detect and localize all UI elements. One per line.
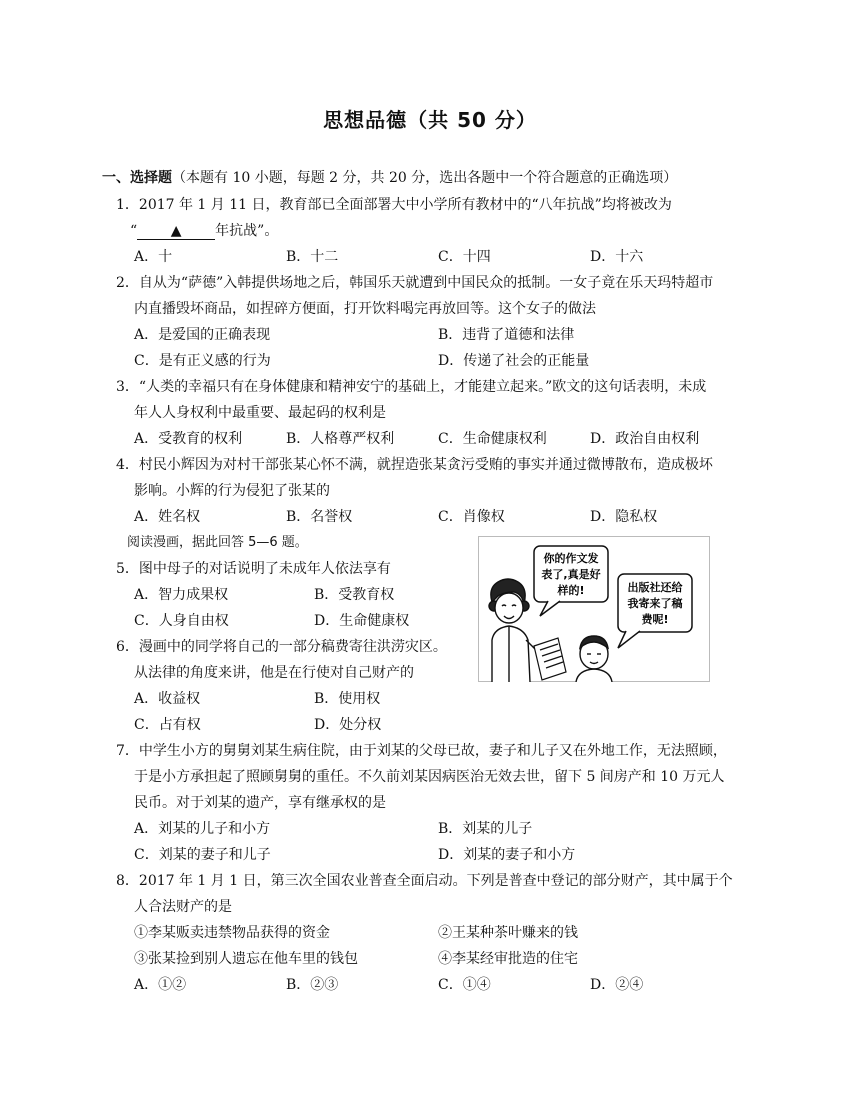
question-5-option-b: B．受教育权 (314, 587, 395, 603)
son-bubble-line-1: 出版社还给 (627, 581, 683, 594)
question-4-option-d: D．隐私权 (590, 509, 658, 525)
question-2-option-a: A．是爱国的正确表现 (134, 327, 271, 343)
question-4-text-1: 4．村民小辉因为对村干部张某心怀不满，就捏造张某贪污受贿的事实并通过微博散布，造成极坏 (116, 457, 713, 473)
question-3-option-a: A．受教育的权利 (134, 431, 243, 447)
comic-instruction: 阅读漫画，据此回答 5—6 题。 (127, 535, 308, 550)
question-8-text-2: 人合法财产的是 (134, 899, 232, 915)
question-7-text-3: 民币。对于刘某的遗产，享有继承权的是 (134, 795, 386, 811)
question-6-text-1: 6．漫画中的同学将自己的一部分稿费寄往洪涝灾区。 (116, 639, 447, 655)
question-6-option-c: C．占有权 (134, 717, 201, 733)
question-2-text-1: 2．自从为“萨德”入韩提供场地之后，韩国乐天就遭到中国民众的抵制。一女子竟在乐天玛特超市 (116, 275, 714, 291)
mother-bubble-line-1: 你的作文发 (543, 552, 599, 565)
son-bubble-line-3: 费呢! (641, 613, 669, 626)
son-figure (576, 636, 612, 682)
mother-bubble-line-3: 样的! (557, 584, 585, 597)
question-5-text: 5．图中母子的对话说明了未成年人依法享有 (116, 561, 391, 577)
section-heading (102, 168, 677, 188)
question-3-text-1: 3．“人类的幸福只有在身体健康和精神安宁的基础上，才能建立起来。”欧文的这句话表明，未成 (116, 379, 707, 395)
question-1-blank: ▲ (137, 223, 215, 240)
question-8-item-4: ④李某经审批造的住宅 (438, 951, 578, 967)
question-6-text-2: 从法律的角度来讲，他是在行使对自己财产的 (134, 665, 414, 681)
question-7-text-1: 7．中学生小方的舅舅刘某生病住院，由于刘某的父母已故，妻子和儿子又在外地工作，无法照顾， (116, 743, 727, 759)
question-8-option-c: C．①④ (438, 977, 491, 993)
question-4-text-2: 影响。小辉的行为侵犯了张某的 (134, 483, 330, 499)
question-1-option-c: C．十四 (438, 249, 491, 265)
question-3-text-2: 年人人身权利中最重要、最起码的权利是 (134, 405, 386, 421)
question-8-option-b: B．②③ (286, 977, 339, 993)
question-2-text-2: 内直播毁坏商品，如捏碎方便面，打开饮料喝完再放回等。这个女子的做法 (134, 301, 596, 317)
question-7-option-a: A．刘某的儿子和小方 (134, 821, 271, 837)
question-6-option-a: A．收益权 (134, 691, 201, 707)
question-2-option-b: B．违背了道德和法律 (438, 327, 575, 343)
question-1-option-a: A．十 (134, 249, 173, 265)
question-6-option-b: B．使用权 (314, 691, 381, 707)
question-8-option-d: D．②④ (590, 977, 644, 993)
question-4-option-a: A．姓名权 (134, 509, 201, 525)
question-8-item-1: ①李某贩卖违禁物品获得的资金 (134, 925, 330, 941)
question-1-option-d: D．十六 (590, 249, 644, 265)
question-1-blank-line (130, 221, 278, 241)
question-2-option-c: C．是有正义感的行为 (134, 353, 271, 369)
mother-bubble-line-2: 表了,真是好 (541, 568, 601, 581)
question-1-text: 1．2017 年 1 月 11 日，教育部已全面部署大中小学所有教材中的“八年抗战”均将被改为 (116, 197, 672, 213)
question-6-option-d: D．处分权 (314, 717, 382, 733)
question-1-option-b: B．十二 (286, 249, 339, 265)
question-3-option-c: C．生命健康权利 (438, 431, 547, 447)
question-7-option-b: B．刘某的儿子 (438, 821, 533, 837)
question-7-option-d: D．刘某的妻子和小方 (438, 847, 576, 863)
question-8-option-a: A．①② (134, 977, 187, 993)
page-title: 思想品德（共 50 分） (323, 108, 537, 132)
question-4-option-c: C．肖像权 (438, 509, 505, 525)
question-3-option-d: D．政治自由权利 (590, 431, 700, 447)
question-8-item-3: ③张某捡到别人遗忘在他车里的钱包 (134, 951, 358, 967)
question-1-close: 年抗战”。 (215, 223, 279, 239)
question-8-text-1: 8．2017 年 1 月 1 日，第三次全国农业普查全面启动。下列是普查中登记的部分财产，其中属于个 (116, 873, 733, 889)
question-7-text-2: 于是小方承担起了照顾舅舅的重任。不久前刘某因病医治无效去世，留下 5 间房产和 10 万元人 (134, 769, 725, 785)
section-label: 一、选择题 (102, 170, 172, 186)
question-8-item-2: ②王某种茶叶赚来的钱 (438, 925, 578, 941)
question-2-option-d: D．传递了社会的正能量 (438, 353, 590, 369)
question-1-open: “ (130, 223, 138, 239)
question-5-option-c: C．人身自由权 (134, 613, 229, 629)
comic-illustration (478, 536, 710, 682)
question-3-option-b: B．人格尊严权利 (286, 431, 395, 447)
question-5-option-d: D．生命健康权 (314, 613, 410, 629)
question-4-option-b: B．名誉权 (286, 509, 353, 525)
section-desc: （本题有 10 小题，每题 2 分，共 20 分，选出各题中一个符合题意的正确选项） (172, 170, 678, 186)
question-7-option-c: C．刘某的妻子和儿子 (134, 847, 271, 863)
son-bubble-line-2: 我寄来了稿 (627, 597, 683, 610)
question-5-option-a: A．智力成果权 (134, 587, 229, 603)
